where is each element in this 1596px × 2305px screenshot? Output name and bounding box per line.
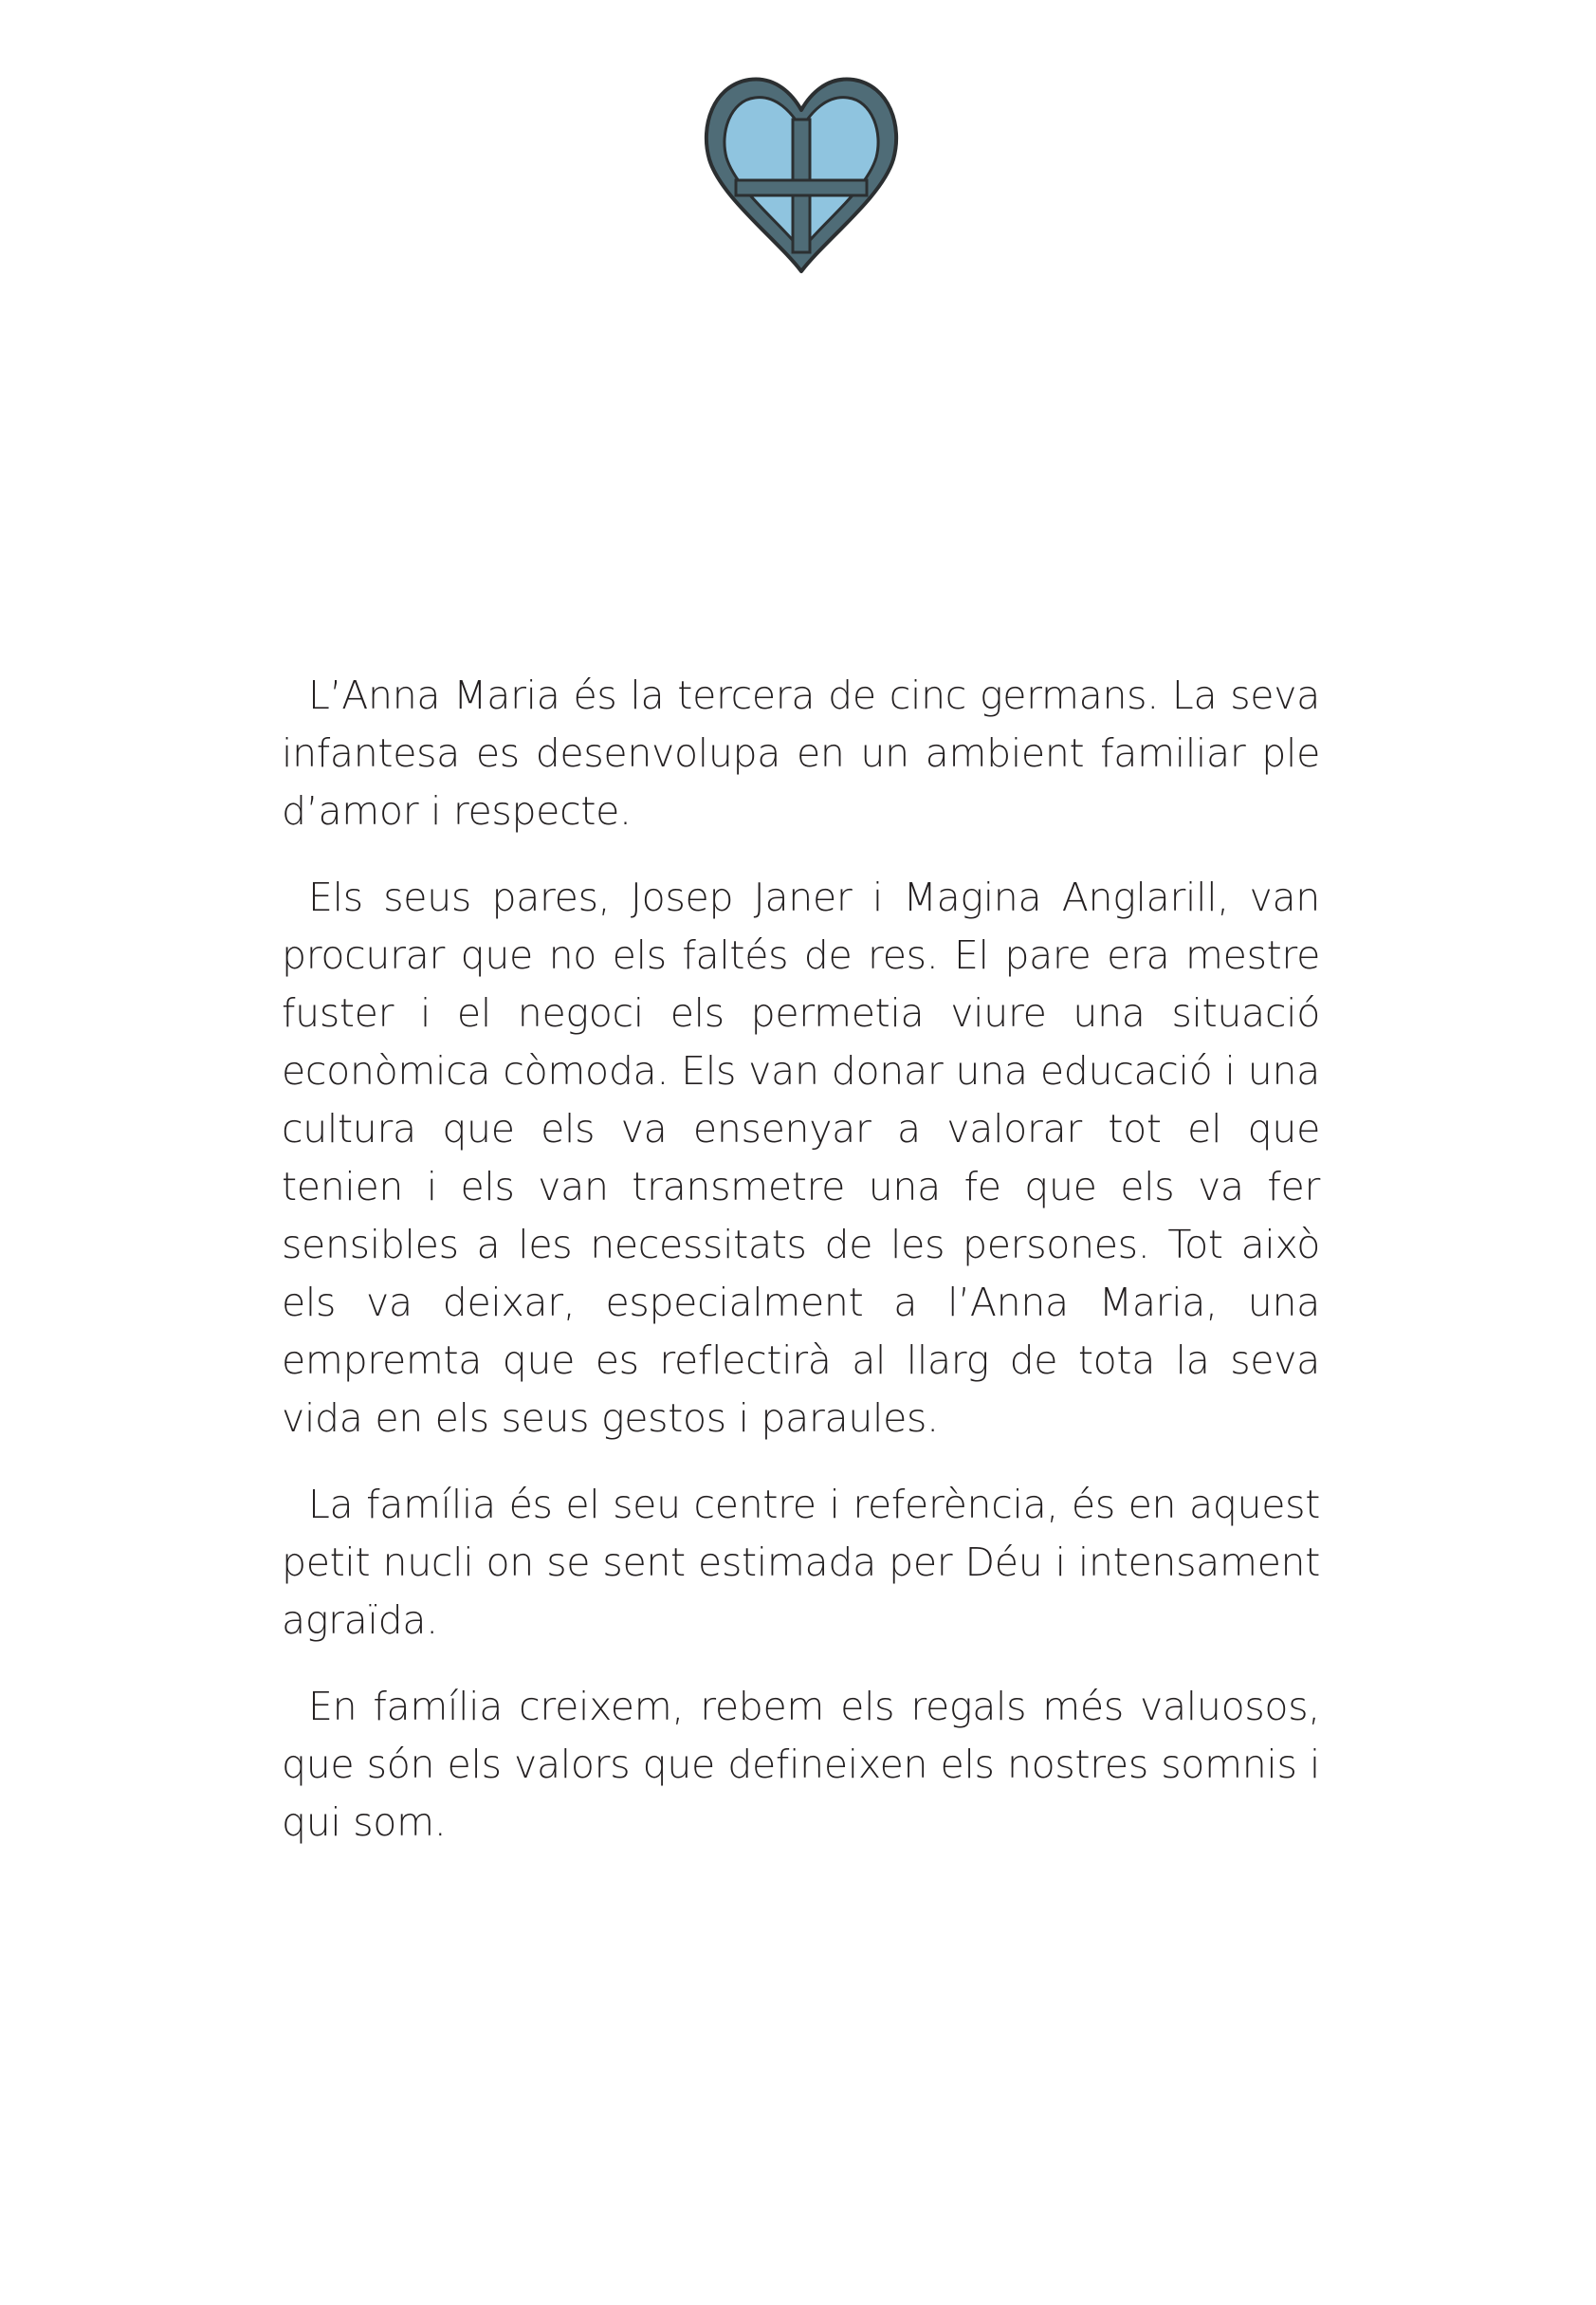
heart-mullion-horizontal — [736, 180, 867, 195]
heart-window-icon — [702, 74, 901, 278]
paragraph-4: En família creixem, rebem els regals més valuosos, que són els valors que defineixen els nostres somnis i qui som. — [282, 1684, 1320, 1845]
paragraph-3: La família és el seu centre i referència, és en aquest petit nucli on se sent estimada per Déu i intensament agraïda. — [282, 1482, 1320, 1643]
body-text — [282, 667, 1320, 1880]
paragraph-2: Els seus pares, Josep Janer i Magina Anglarill, van procurar que no els faltés de res. El pare era mestre fuster i el negoci els permetia viure una situació econòmica còmoda. Els van donar una educació i una cultura que els va ensenyar a valorar tot el que tenien i els van transmetre una fe que els va fer sensibles a les necessitats de les persones. Tot això els va deixar, especialment a l’Anna Maria, una empremta que es reflectirà al llarg de tota la seva vida en els seus gestos i paraules. — [282, 875, 1320, 1441]
paragraph-1: L’Anna Maria és la tercera de cinc germans. La seva infantesa es desenvolupa en un ambient familiar ple d’amor i respecte. — [282, 673, 1320, 834]
heart-window-svg — [702, 74, 901, 278]
